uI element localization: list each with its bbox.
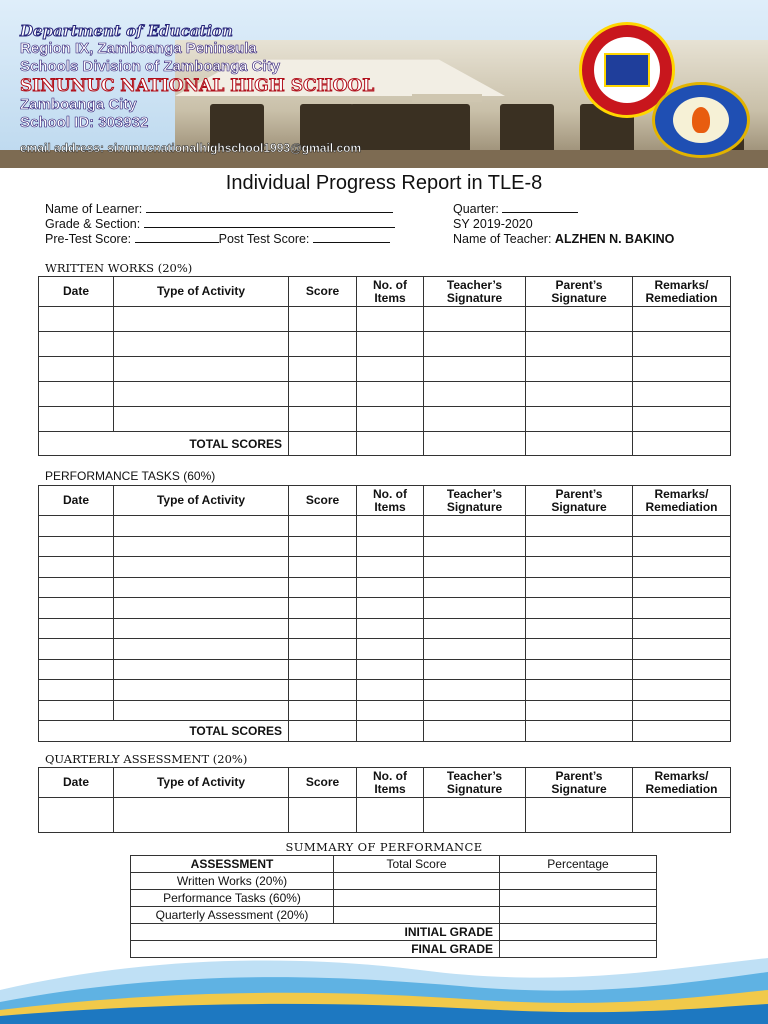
header-text-block <box>20 22 374 132</box>
table-row[interactable] <box>39 577 731 598</box>
summary-title: SUMMARY OF PERFORMANCE <box>285 840 483 854</box>
summary-table <box>130 855 657 958</box>
grade-section-label: Grade & Section: <box>45 217 141 231</box>
posttest-field[interactable] <box>313 232 390 243</box>
col-activity: Type of Activity <box>114 486 289 516</box>
pretest-label: Pre-Test Score: <box>45 232 132 246</box>
table-header-row <box>39 486 731 516</box>
table-row[interactable] <box>39 618 731 639</box>
learner-info-right <box>453 202 674 247</box>
header-banner <box>0 0 768 168</box>
school-seal-icon <box>652 82 750 158</box>
region-name: Region IX, Zamboanga Peninsula <box>20 40 257 57</box>
footer-wave-decoration <box>0 950 768 1024</box>
col-total-score: Total Score <box>334 856 500 873</box>
section-quarterly-assessment: QUARTERLY ASSESSMENT (20%) <box>45 752 248 766</box>
teacher-name: ALZHEN N. BAKINO <box>554 232 675 246</box>
summary-header-row <box>131 856 657 873</box>
initial-grade-cell[interactable] <box>500 924 657 941</box>
col-remarks: Remarks/ Remediation <box>633 486 731 516</box>
summary-percent-cell[interactable] <box>500 873 657 890</box>
performance-tasks-table <box>38 485 731 742</box>
table-row[interactable] <box>39 307 731 332</box>
pretest-field[interactable] <box>135 232 219 243</box>
quarter-field[interactable] <box>502 202 578 213</box>
building-sign <box>412 94 482 102</box>
department-name: Department of Education <box>20 22 233 40</box>
col-date: Date <box>39 277 114 307</box>
table-header-row <box>39 277 731 307</box>
section-performance-tasks: PERFORMANCE TASKS (60%) <box>45 469 216 483</box>
col-date: Date <box>39 486 114 516</box>
table-row[interactable] <box>39 598 731 619</box>
summary-total-cell[interactable] <box>334 907 500 924</box>
col-assessment: ASSESSMENT <box>131 856 334 873</box>
col-teacher-signature: Teacher’s Signature <box>424 768 526 798</box>
grade-section-field[interactable] <box>144 217 395 228</box>
city-name: Zamboanga City <box>20 96 137 113</box>
table-row[interactable] <box>39 659 731 680</box>
initial-grade-row <box>131 924 657 941</box>
summary-percent-cell[interactable] <box>500 907 657 924</box>
col-date: Date <box>39 768 114 798</box>
teacher-label: Name of Teacher: <box>453 232 552 246</box>
col-items: No. of Items <box>357 768 424 798</box>
building-window <box>500 104 554 150</box>
summary-row-label: Performance Tasks (60%) <box>131 890 334 907</box>
summary-row <box>131 890 657 907</box>
table-row[interactable] <box>39 407 731 432</box>
col-parent-signature: Parent’s Signature <box>526 277 633 307</box>
table-row[interactable] <box>39 332 731 357</box>
total-scores-label: TOTAL SCORES <box>39 432 289 456</box>
table-row[interactable] <box>39 382 731 407</box>
table-row[interactable] <box>39 357 731 382</box>
final-grade-label: FINAL GRADE <box>131 941 500 958</box>
table-row[interactable] <box>39 557 731 578</box>
col-score: Score <box>289 768 357 798</box>
quarterly-assessment-table <box>38 767 731 833</box>
school-id: School ID: 303932 <box>20 114 149 131</box>
col-remarks: Remarks/ Remediation <box>633 277 731 307</box>
summary-row <box>131 907 657 924</box>
learner-name-field[interactable] <box>146 202 393 213</box>
learner-info-left <box>45 202 395 247</box>
initial-grade-label: INITIAL GRADE <box>131 924 500 941</box>
table-row[interactable] <box>39 700 731 721</box>
table-row[interactable] <box>39 680 731 701</box>
col-parent-signature: Parent’s Signature <box>526 768 633 798</box>
summary-total-cell[interactable] <box>334 890 500 907</box>
school-year: SY 2019-2020 <box>453 217 533 231</box>
table-row[interactable] <box>39 639 731 660</box>
total-scores-row <box>39 721 731 742</box>
summary-row-label: Written Works (20%) <box>131 873 334 890</box>
table-row[interactable] <box>39 536 731 557</box>
col-activity: Type of Activity <box>114 768 289 798</box>
col-parent-signature: Parent’s Signature <box>526 486 633 516</box>
table-row[interactable] <box>39 798 731 833</box>
col-score: Score <box>289 277 357 307</box>
summary-row-label: Quarterly Assessment (20%) <box>131 907 334 924</box>
col-score: Score <box>289 486 357 516</box>
learner-name-label: Name of Learner: <box>45 202 143 216</box>
col-teacher-signature: Teacher’s Signature <box>424 486 526 516</box>
school-name: SINUNUC NATIONAL HIGH SCHOOL <box>20 76 375 96</box>
school-email: email address: sinunucnationalhighschool1993@gmail.com <box>20 141 362 155</box>
summary-total-cell[interactable] <box>334 873 500 890</box>
division-name: Schools Division of Zamboanga City <box>20 58 281 75</box>
page-title: Individual Progress Report in TLE-8 <box>225 172 543 194</box>
col-percentage: Percentage <box>500 856 657 873</box>
col-items: No. of Items <box>357 486 424 516</box>
col-activity: Type of Activity <box>114 277 289 307</box>
written-works-table <box>38 276 731 456</box>
summary-row <box>131 873 657 890</box>
posttest-label: Post Test Score: <box>218 232 310 246</box>
col-items: No. of Items <box>357 277 424 307</box>
col-remarks: Remarks/ Remediation <box>633 768 731 798</box>
quarter-label: Quarter: <box>453 202 499 216</box>
table-header-row <box>39 768 731 798</box>
table-row[interactable] <box>39 516 731 537</box>
section-written-works: WRITTEN WORKS (20%) <box>45 261 193 275</box>
total-scores-label: TOTAL SCORES <box>39 721 289 742</box>
col-teacher-signature: Teacher’s Signature <box>424 277 526 307</box>
total-scores-row <box>39 432 731 456</box>
summary-percent-cell[interactable] <box>500 890 657 907</box>
